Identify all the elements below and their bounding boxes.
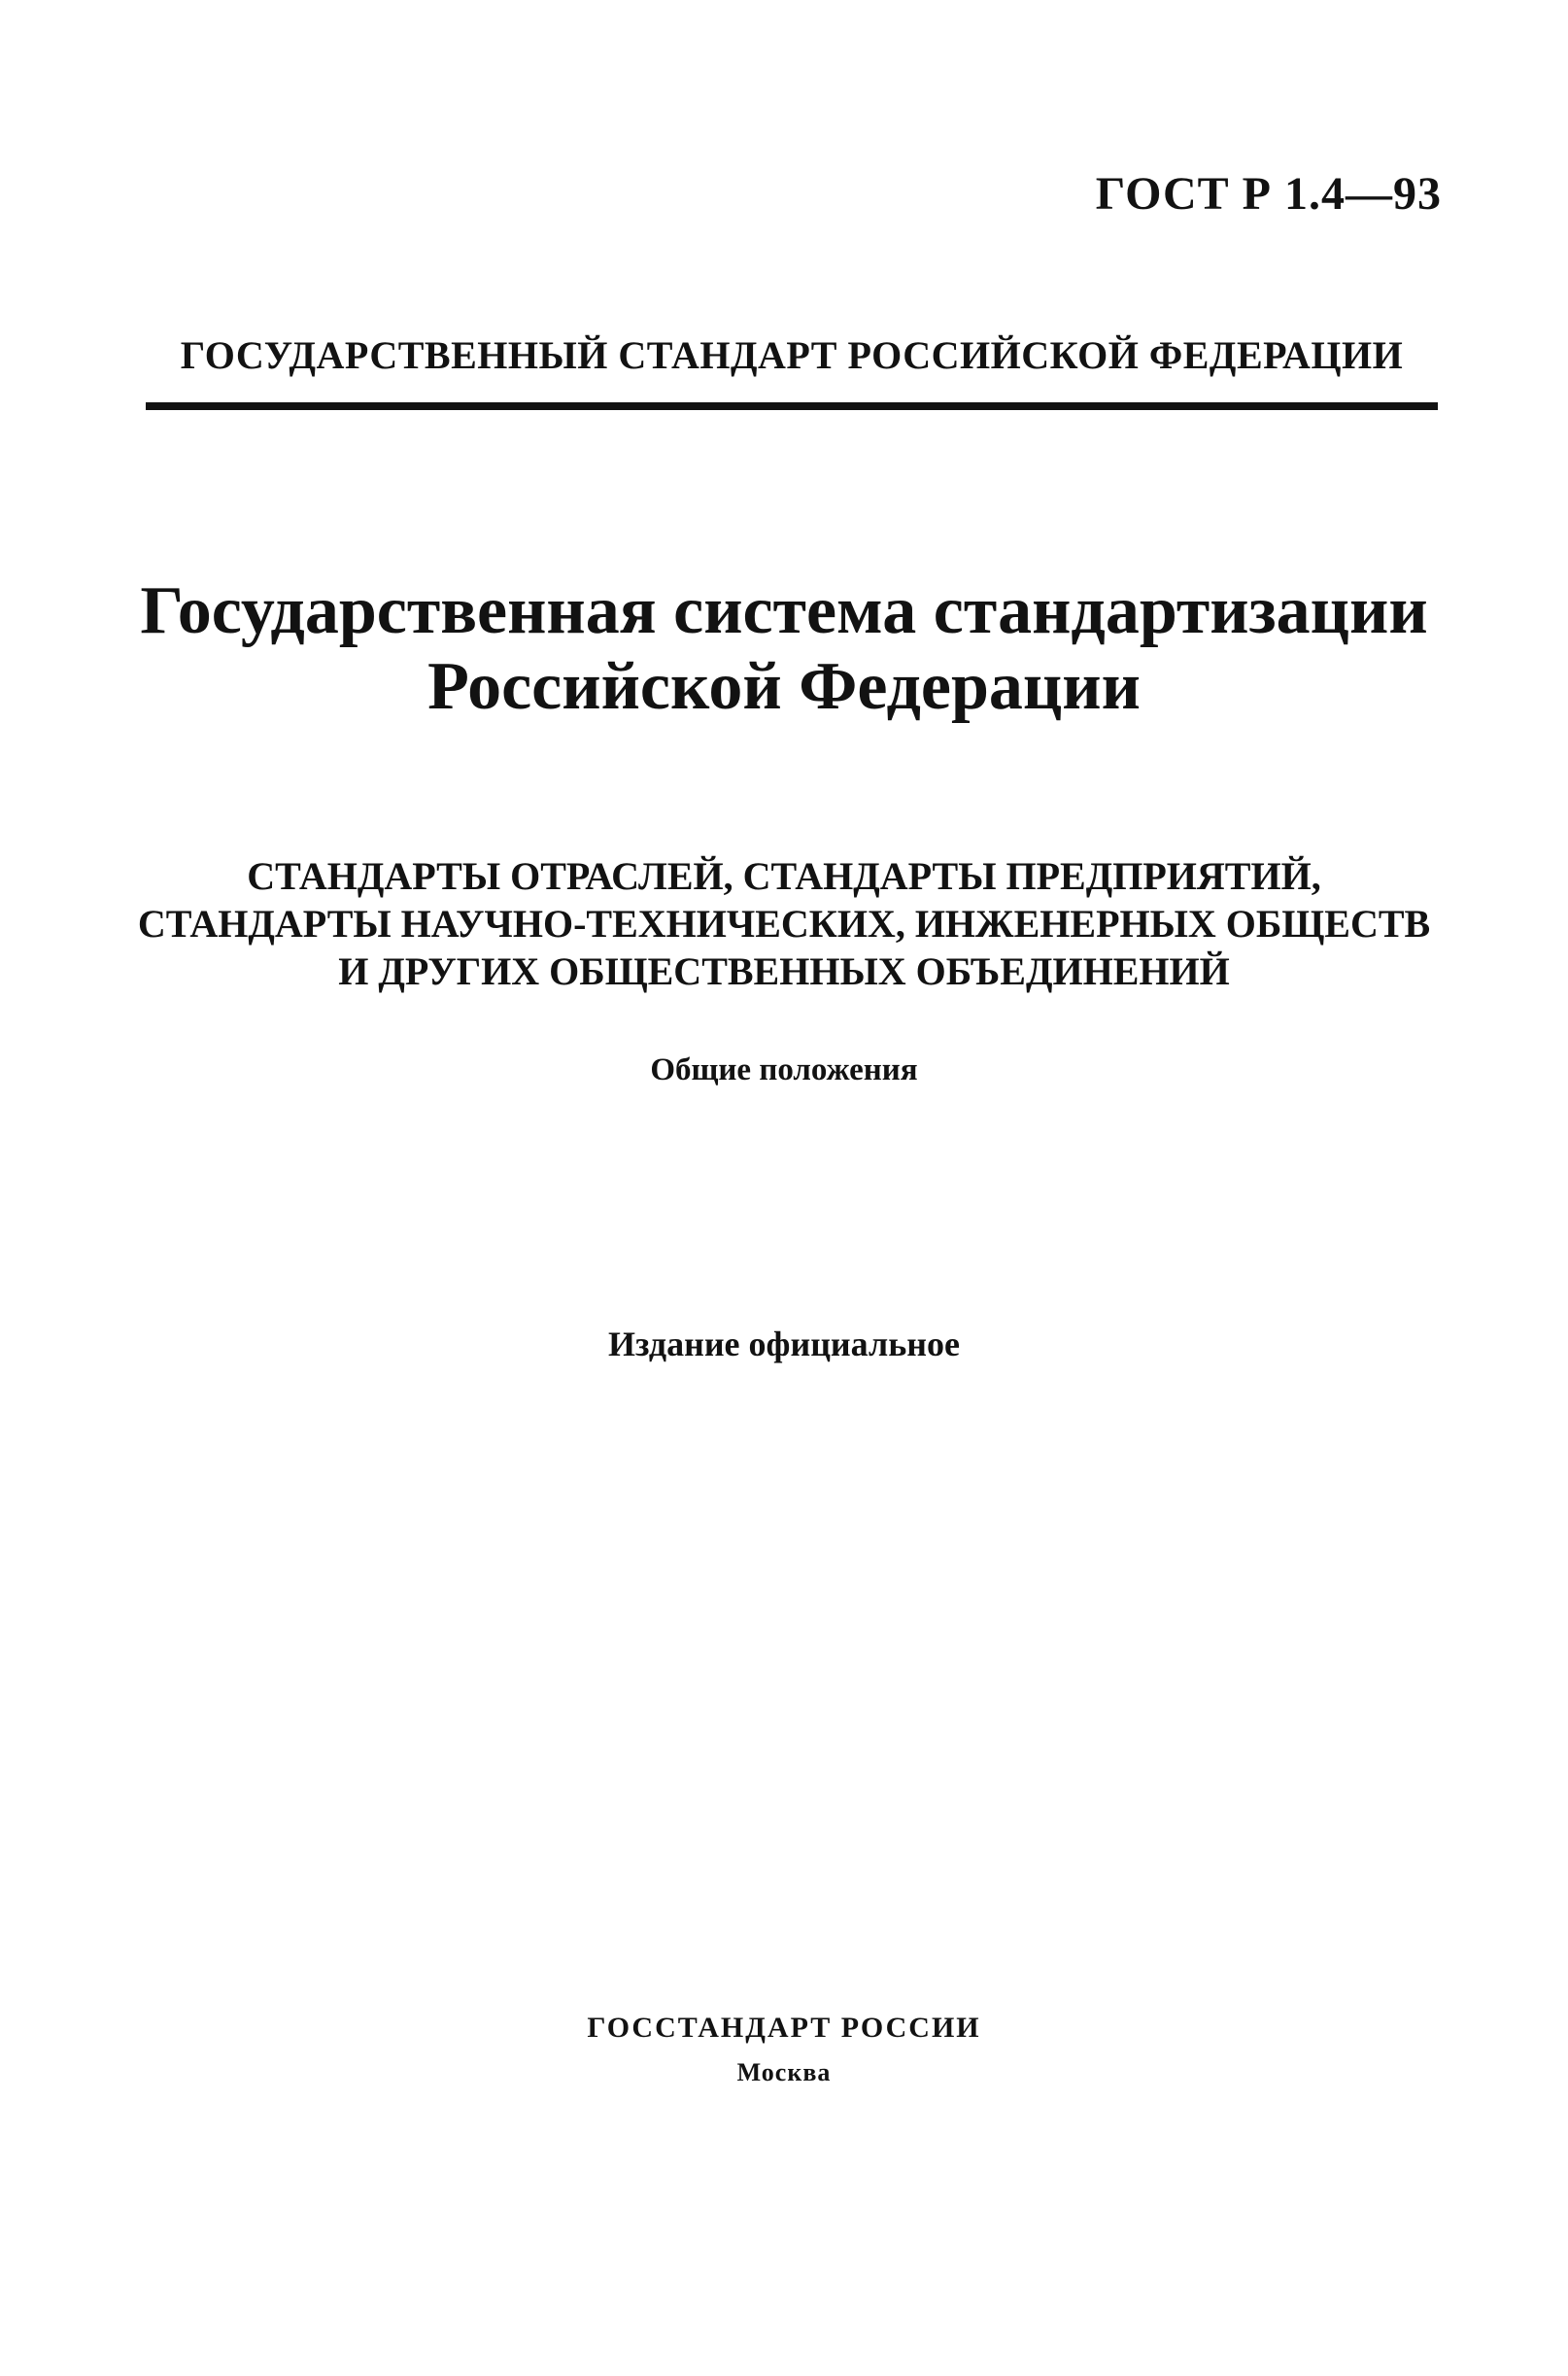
- edition-note: Издание официальное: [608, 1325, 960, 1363]
- state-standard-heading: ГОСУДАРСТВЕННЫЙ СТАНДАРТ РОССИЙСКОЙ ФЕДЕРАЦИИ: [180, 333, 1404, 377]
- standard-title: [78, 853, 1490, 995]
- publication-city: Москва: [736, 2058, 832, 2086]
- standard-title-line-3: И ДРУГИХ ОБЩЕСТВЕННЫХ ОБЪЕДИНЕНИЙ: [338, 948, 1230, 993]
- standard-title-line-1: СТАНДАРТЫ ОТРАСЛЕЙ, СТАНДАРТЫ ПРЕДПРИЯТИЙ,: [247, 854, 1321, 898]
- system-title-line-2: Российской Федерации: [427, 649, 1141, 725]
- standard-title-line-2: СТАНДАРТЫ НАУЧНО-ТЕХНИЧЕСКИХ, ИНЖЕНЕРНЫХ ОБЩЕСТВ: [137, 901, 1431, 946]
- system-title: [78, 573, 1490, 726]
- standard-designation: ГОСТ Р 1.4—93: [1095, 168, 1442, 220]
- publisher-name: ГОССТАНДАРТ РОССИИ: [587, 2012, 981, 2044]
- header-divider: [146, 402, 1438, 410]
- system-title-line-1: Государственная система стандартизации: [140, 573, 1428, 648]
- document-subtitle: Общие положения: [650, 1052, 918, 1087]
